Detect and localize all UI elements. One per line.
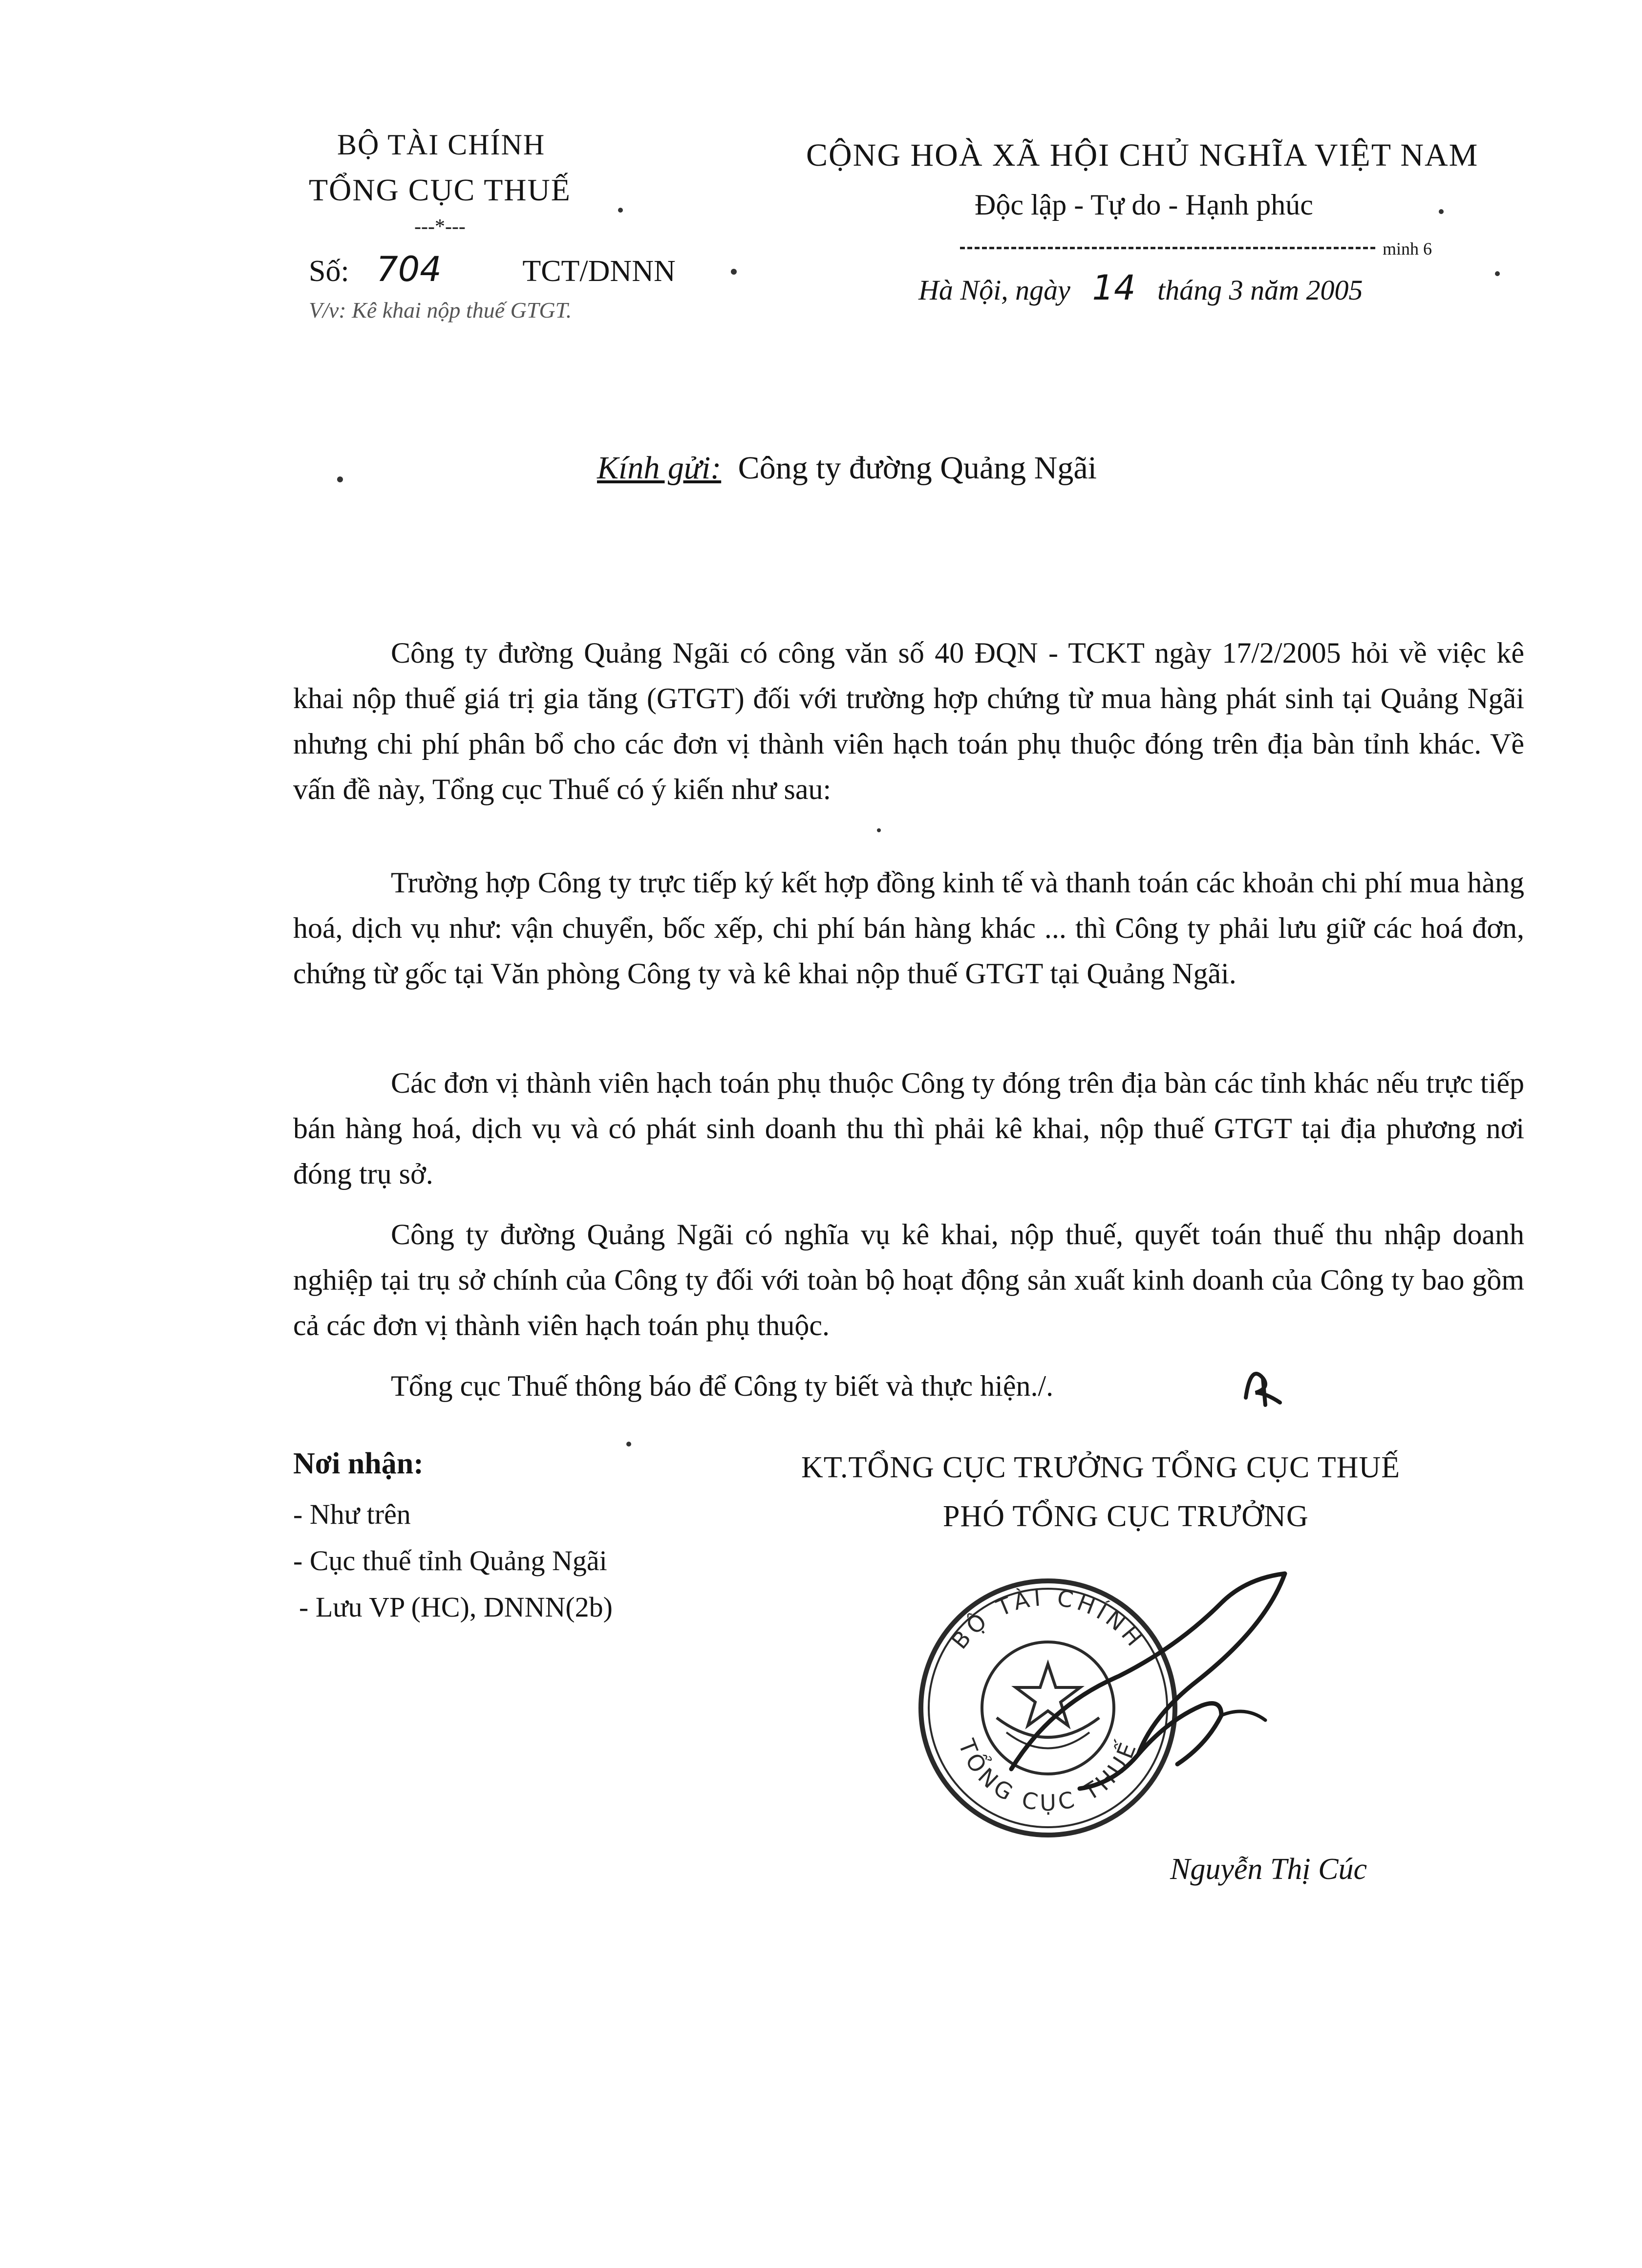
paragraph-4: Công ty đường Quảng Ngãi có nghĩa vụ kê khai, nộp thuế, quyết toán thuế thu nhập doanh nghiệp tại trụ sở chính của Công ty đối với toàn bộ hoạt động sản xuất kinh doanh của Công ty bao gồm cả các đơn vị thành viên hạch toán phụ thuộc. (293, 1218, 1524, 1341)
ministry-name: BỘ TÀI CHÍNH (337, 129, 546, 161)
signature-subtitle: PHÓ TỔNG CỤC TRƯỞNG (943, 1500, 1309, 1533)
scan-speck (337, 476, 343, 482)
scan-speck (877, 828, 881, 832)
recipient-line (597, 450, 1097, 487)
scan-speck (618, 208, 623, 213)
paragraph-2: Trường hợp Công ty trực tiếp ký kết hợp đồng kinh tế và thanh toán các khoản chi phí mua hàng hoá, dịch vụ như: vận chuyển, bốc xếp, chi phí bán hàng khác ... thì Công ty phải lưu giữ các hoá đơn, chứng từ gốc tại Văn phòng Công ty và kê khai nộp thuế GTGT tại Quảng Ngãi. (293, 866, 1524, 990)
subject-line: V/v: Kê khai nộp thuế GTGT. (309, 298, 572, 323)
number-prefix: Số: (309, 255, 349, 288)
country-name: CỘNG HOÀ XÃ HỘI CHỦ NGHĨA VIỆT NAM (806, 137, 1479, 173)
margin-note: minh 6 (1383, 239, 1432, 259)
recipients-title: Nơi nhận: (293, 1447, 424, 1480)
recipient-name: Công ty đường Quảng Ngãi (738, 450, 1097, 486)
date-prefix: Hà Nội, ngày (918, 274, 1070, 306)
stamp-top-text: BỘ TÀI CHÍNH (946, 1584, 1150, 1654)
document-number (309, 249, 676, 289)
recipient-item: - Cục thuế tỉnh Quảng Ngãi (293, 1545, 607, 1577)
scan-speck (731, 269, 737, 275)
number-handwritten: 704 (376, 249, 442, 289)
signer-name: Nguyễn Thị Cúc (1170, 1853, 1367, 1886)
scan-speck (1439, 209, 1444, 214)
stamp-bottom-text: TỔNG CỤC THUẾ (953, 1735, 1143, 1816)
department-name: TỔNG CỤC THUẾ (309, 173, 571, 207)
date-day: 14 (1092, 268, 1136, 308)
header-separator: ---*--- (414, 216, 466, 238)
motto-underline (960, 247, 1375, 249)
paragraph-1: Công ty đường Quảng Ngãi có công văn số 40 ĐQN - TCKT ngày 17/2/2005 hỏi về việc kê khai nộp thuế giá trị gia tăng (GTGT) đối với trường hợp chứng từ mua hàng phát sinh tại Quảng Ngãi nhưng chi phí phân bổ cho các đơn vị thành viên hạch toán phụ thuộc đóng trên địa bàn tỉnh khác. Về vấn đề này, Tổng cục Thuế có ý kiến như sau: (293, 637, 1524, 805)
national-motto: Độc lập - Tự do - Hạnh phúc (975, 189, 1313, 221)
scan-speck (626, 1442, 631, 1447)
scan-speck (1495, 271, 1500, 276)
handwritten-signature (992, 1559, 1314, 1813)
number-suffix: TCT/DNNN (522, 255, 676, 288)
paragraph-3: Các đơn vị thành viên hạch toán phụ thuộc Công ty đóng trên địa bàn các tỉnh khác nếu trực tiếp bán hàng hoá, dịch vụ và có phát sinh doanh thu thì phải kê khai, nộp thuế GTGT tại địa phương nơi đóng trụ sở. (293, 1067, 1524, 1190)
signature-title: KT.TỔNG CỤC TRƯỞNG TỔNG CỤC THUẾ (801, 1451, 1400, 1484)
issue-date (918, 268, 1363, 308)
paragraph-5: Tổng cục Thuế thông báo để Công ty biết và thực hiện./. (391, 1370, 1054, 1402)
date-rest: tháng 3 năm 2005 (1157, 274, 1363, 306)
recipient-item: - Như trên (293, 1498, 411, 1530)
initial-mark (1236, 1359, 1290, 1412)
recipient-label: Kính gửi: (597, 450, 722, 486)
recipient-item: - Lưu VP (HC), DNNN(2b) (299, 1591, 613, 1623)
